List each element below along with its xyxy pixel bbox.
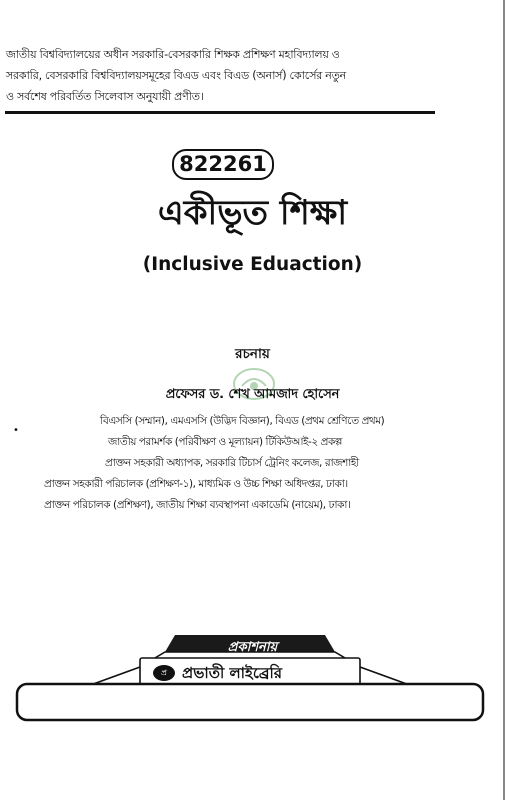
syllabus-note-line-2: সরকারি, বেসরকারি বিশ্ববিদ্যালয়সমূহের বিএড এবং বিএড (অনার্স) কোর্সের নতুন [6, 69, 346, 82]
qualification-line: প্রাক্তন সহকারী অধ্যাপক, সরকারি টিচার্স ট্রেনিং কলেজ, রাজশাহী [105, 457, 359, 469]
qualification-line: প্রাক্তন পরিচালক (প্রশিক্ষণ), জাতীয় শিক্ষা ব্যবস্থাপনা একাডেমি (নায়েম), ঢাকা। [44, 499, 351, 511]
publisher-label: প্রকাশনায় [227, 640, 278, 655]
syllabus-note-line-3: ও সর্বশেষ পরিবর্তিত সিলেবাস অনুযায়ী প্রণীত। [6, 90, 204, 103]
publisher-logo-icon: প্র [153, 665, 175, 681]
syllabus-note [6, 44, 496, 107]
header-rule [5, 111, 435, 114]
qualification-line: জাতীয় পরামর্শক (পরিবীক্ষণ ও মূল্যায়ন) টিকিউআই-২ প্রকল্প [108, 436, 342, 448]
bullet-mark: • [13, 425, 19, 436]
author-name: প্রফেসর ড. শেখ আমজাদ হোসেন [165, 387, 340, 402]
book-title-bangla: একীভূত শিক্ষা [157, 193, 348, 233]
qualification-line: বিএসসি (সম্মান), এমএসসি (উদ্ভিদ বিজ্ঞান), বিএড (প্রথম শ্রেণিতে প্রথম) [100, 415, 385, 427]
syllabus-note-line-1: জাতীয় বিশ্ববিদ্যালয়ের অধীন সরকারি-বেসরকারি শিক্ষক প্রশিক্ষণ মহাবিদ্যালয় ও [6, 48, 340, 61]
book-title-english: (Inclusive Eduaction) [142, 254, 363, 275]
qualification-line: প্রাক্তন সহকারী পরিচালক (প্রশিক্ষণ-১), মাধ্যমিক ও উচ্চ শিক্ষা অধিদপ্তর, ঢাকা। [44, 478, 348, 490]
author-label: রচনায় [235, 346, 270, 362]
course-code-badge: 822261 [172, 149, 274, 180]
publisher-name: প্রভাতী লাইব্রেরি [182, 664, 283, 682]
